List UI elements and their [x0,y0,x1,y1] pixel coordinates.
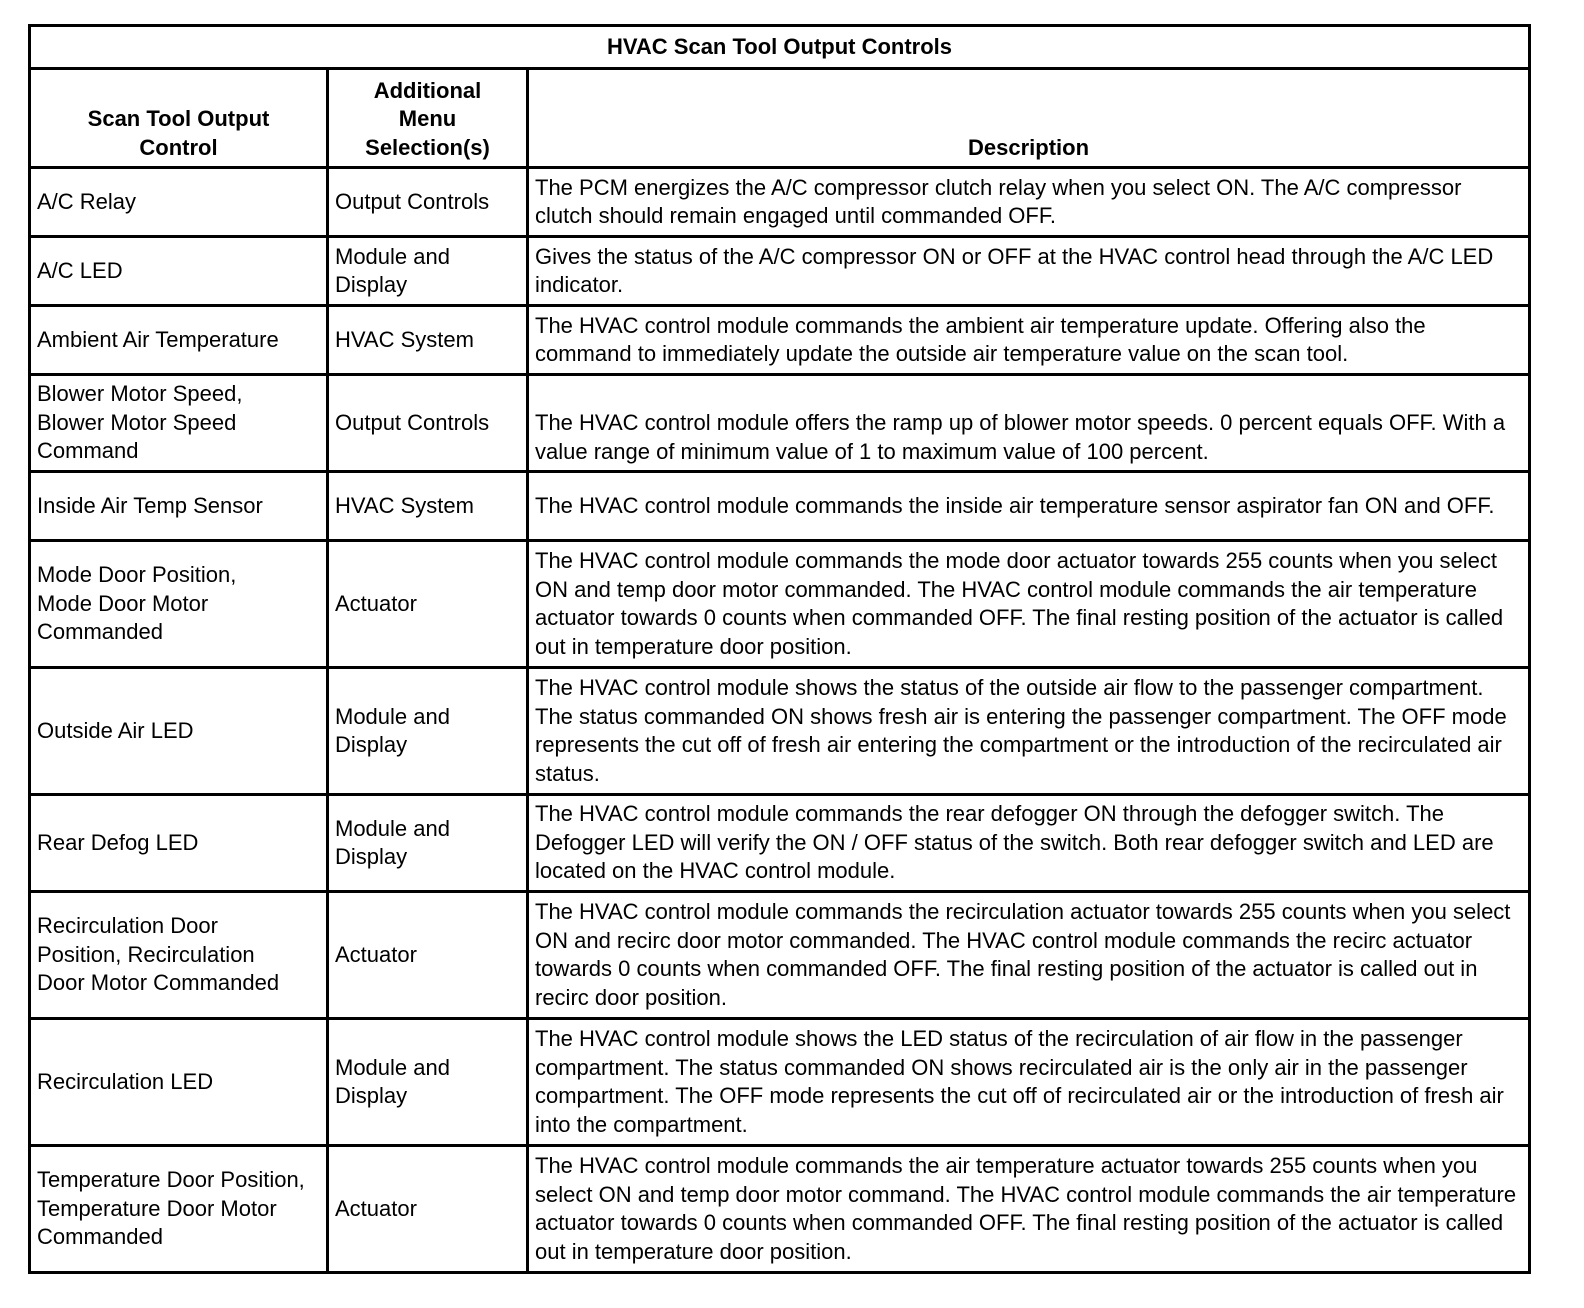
cell-control: Rear Defog LED [30,795,328,892]
cell-menu: Output Controls [328,375,528,472]
table-row [30,237,1530,306]
cell-description: The PCM energizes the A/C compressor clutch relay when you select ON. The A/C compressor clutch should remain engaged until commanded OFF. [528,168,1530,237]
cell-control: A/C Relay [30,168,328,237]
table-row [30,668,1530,795]
cell-description: The HVAC control module commands the ambient air temperature update. Offering also the command to immediately update the outside air temperature value on the scan tool. [528,306,1530,375]
cell-menu: Module and Display [328,237,528,306]
header-scan-tool-output-control: Scan Tool Output Control [30,69,328,168]
cell-control: Blower Motor Speed, Blower Motor Speed Command [30,375,328,472]
table-row [30,306,1530,375]
header-additional-menu-selections: Additional Menu Selection(s) [328,69,528,168]
table-title: HVAC Scan Tool Output Controls [30,26,1530,69]
cell-menu: HVAC System [328,306,528,375]
cell-menu: Actuator [328,892,528,1019]
cell-menu: Module and Display [328,795,528,892]
table-header-row [30,69,1530,168]
cell-description: The HVAC control module shows the LED status of the recirculation of air flow in the passenger compartment. The status commanded ON shows recirculated air is the only air in the passenger compartment. The OFF mode represents the cut off of recirculated air or the introduction of fresh air into the compartment. [528,1019,1530,1146]
table-row [30,375,1530,472]
cell-description: The HVAC control module shows the status of the outside air flow to the passenger compartment. The status commanded ON shows fresh air is entering the passenger compartment. The OFF mode represents the cut off of fresh air entering the compartment or the introduction of the recirculated air status. [528,668,1530,795]
cell-description: The HVAC control module commands the rear defogger ON through the defogger switch. The Defogger LED will verify the ON / OFF status of the switch. Both rear defogger switch and LED are located on the HVAC control module. [528,795,1530,892]
cell-control: Outside Air LED [30,668,328,795]
cell-control: Inside Air Temp Sensor [30,472,328,541]
table-title-row [30,26,1530,69]
cell-menu: Actuator [328,1146,528,1273]
header-description: Description [528,69,1530,168]
cell-control: Mode Door Position, Mode Door Motor Commanded [30,541,328,668]
table-row [30,168,1530,237]
table-row [30,1019,1530,1146]
table-row [30,795,1530,892]
cell-description: The HVAC control module commands the mode door actuator towards 255 counts when you select ON and temp door motor commanded. The HVAC control module commands the air temperature actuator towards 0 counts when commanded OFF. The final resting position of the actuator is called out in temperature door position. [528,541,1530,668]
cell-menu: Module and Display [328,1019,528,1146]
table-row [30,541,1530,668]
cell-description: The HVAC control module offers the ramp up of blower motor speeds. 0 percent equals OFF. With a value range of minimum value of 1 to maximum value of 100 percent. [528,375,1530,472]
cell-menu: Module and Display [328,668,528,795]
cell-description: The HVAC control module commands the inside air temperature sensor aspirator fan ON and OFF. [528,472,1530,541]
cell-description: The HVAC control module commands the recirculation actuator towards 255 counts when you select ON and recirc door motor commanded. The HVAC control module commands the recirc actuator towards 0 counts when commanded OFF. The final resting position of the actuator is called out in recirc door position. [528,892,1530,1019]
hvac-output-controls-table [28,24,1531,1274]
table-row [30,892,1530,1019]
cell-control: Ambient Air Temperature [30,306,328,375]
table-row [30,1146,1530,1273]
cell-description: The HVAC control module commands the air temperature actuator towards 255 counts when you select ON and temp door motor command. The HVAC control module commands the air temperature actuator towards 0 counts when commanded OFF. The final resting position of the actuator is called out in temperature door position. [528,1146,1530,1273]
cell-control: Recirculation LED [30,1019,328,1146]
cell-menu: HVAC System [328,472,528,541]
table-row [30,472,1530,541]
cell-menu: Actuator [328,541,528,668]
cell-control: Recirculation Door Position, Recirculation Door Motor Commanded [30,892,328,1019]
cell-description: Gives the status of the A/C compressor ON or OFF at the HVAC control head through the A/C LED indicator. [528,237,1530,306]
cell-control: Temperature Door Position, Temperature Door Motor Commanded [30,1146,328,1273]
cell-control: A/C LED [30,237,328,306]
cell-menu: Output Controls [328,168,528,237]
